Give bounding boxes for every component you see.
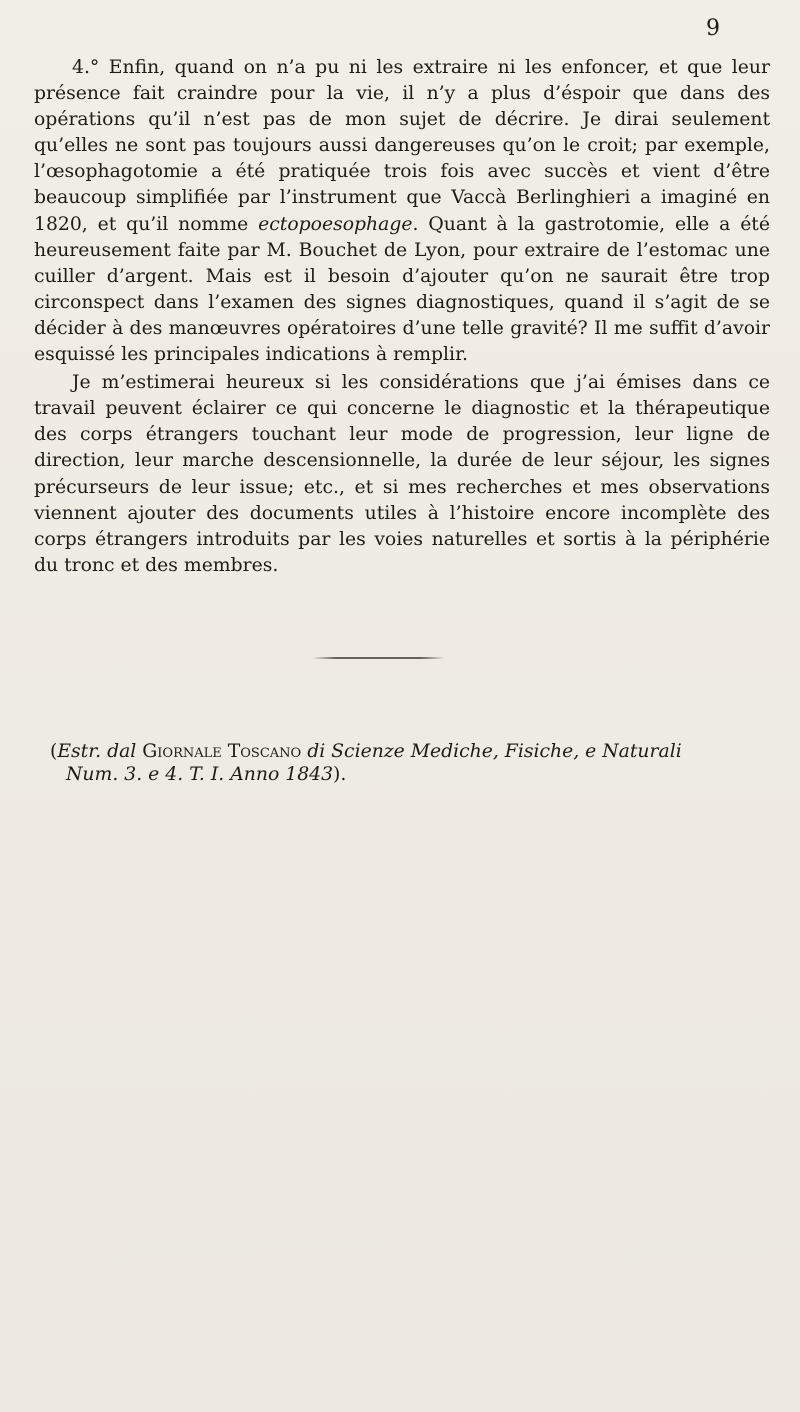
journal-subtitle: di Scienze Mediche, Fisiche, e Naturali [307, 741, 682, 762]
source-note [50, 740, 730, 786]
paragraph-1-text: 4.° Enfin, quand on n’a pu ni les extraire ni les enfoncer, et que leur présence fait craindre pour la vie, il n’y a plus d’éspoir que dans des opérations qu’il n’est pas de mon sujet de décrire. Je dirai seulement qu’elles ne sont pas toujours aussi dangereuses qu’on le croit; par exemple, l’œsophagotomie a été pratiquée trois fois avec succès et vient d’être beaucoup simplifiée par l’instrument que Vaccà Berlinghieri a imaginé en 1820, et qu’il nomme [34, 57, 770, 235]
source-close-paren: ). [333, 764, 347, 785]
source-note-line-2 [50, 763, 730, 786]
main-text-block [34, 55, 770, 579]
term-ectopoesophage: ectopoesophage [258, 213, 413, 235]
page-number: 9 [706, 16, 720, 41]
section-divider [312, 657, 445, 659]
source-details: Num. 3. e 4. T. I. Anno 1843 [66, 764, 334, 785]
paragraph-2: Je m’estimerai heureux si les considérations que j’ai émises dans ce travail peuvent éclairer ce qui concerne le diagnostic et la thérapeutique des corps étrangers touchant leur mode de progression, leur ligne de direction, leur marche descensionnelle, la durée de leur séjour, les signes précurseurs de leur issue; etc., et si mes recherches et mes observations viennent ajouter des documents utiles à l’histoire encore incomplète des corps étrangers introduits par les voies naturelles et sortis à la périphérie du tronc et des membres. [34, 372, 770, 576]
source-prefix: Estr. dal [57, 741, 137, 762]
journal-name: Giornale Toscano [142, 741, 302, 762]
source-note-line-1 [50, 740, 730, 763]
paragraph-1-rest: . Quant à la gastrotomie, elle a été heureusement faite par M. Bouchet de Lyon, pour extraire de l’estomac une cuiller d’argent. Mais est il besoin d’ajouter qu’on ne saurait être trop circonspect dans l’examen des signes diagnostiques, quand il s’agit de se décider à des manœuvres opératoires d’une telle gravité? Il me suffit d’avoir esquissé les principales indications à remplir. [34, 213, 770, 366]
source-open-paren: ( [50, 741, 58, 762]
paragraph-1 [34, 55, 770, 368]
